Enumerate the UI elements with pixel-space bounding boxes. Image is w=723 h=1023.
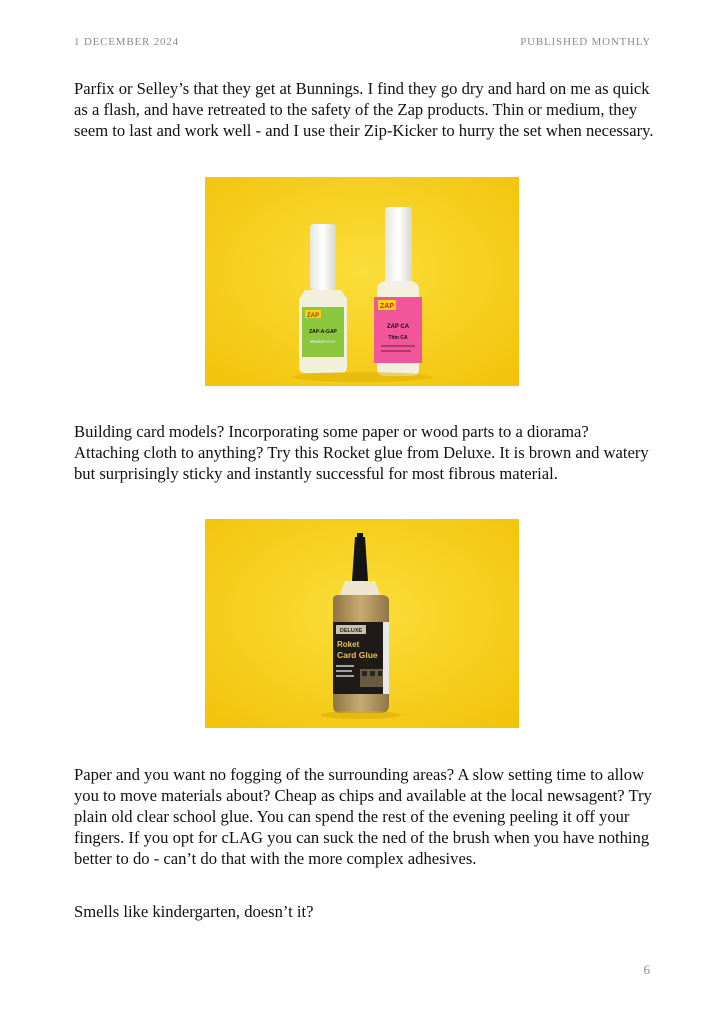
svg-text:ZAP-A-GAP: ZAP-A-GAP: [309, 329, 337, 335]
svg-text:Roket: Roket: [337, 640, 360, 649]
svg-text:Thin CA: Thin CA: [388, 335, 408, 341]
paragraph-school-glue: Paper and you want no fogging of the surrounding areas? A slow setting time to allow you to move materials about? Cheap as chips and available at the local newsagent? Try plain old clear school glue. You can spend the rest of the evening peeling it off your fingers. If you opt for cLAG you can suck the ned of the brush when you have nothing better to do - can’t do that with the more complex adhesives.: [74, 765, 652, 868]
paragraph-zap-intro: Parfix or Selley’s that they get at Bunnings. I find they go dry and hard on me as quick as a flash, and have retreated to the safety of the Zap products. Thin or medium, they seem to last and work well - and I use their Zip-Kicker to hurry the set when necessary.: [74, 79, 654, 140]
paragraph-roket-glue: Building card models? Incorporating some paper or wood parts to a diorama? Attaching cloth to anything? Try this Rocket glue from Deluxe. It is brown and watery but surprisingly sticky and instantly successful for most fibrous material.: [74, 422, 649, 483]
roket-glue-photo: [205, 519, 519, 728]
page-number: 6: [643, 962, 650, 977]
header-frequency: PUBLISHED MONTHLY: [520, 36, 651, 48]
svg-text:ZAP: ZAP: [380, 303, 394, 310]
paragraph-closing: Smells like kindergarten, doesn’t it?: [74, 902, 314, 921]
page-header: [74, 36, 651, 50]
svg-text:Card Glue: Card Glue: [337, 650, 378, 660]
zap-bottles-photo: [205, 177, 519, 386]
svg-text:ZAP CA: ZAP CA: [386, 324, 410, 330]
svg-text:DELUXE: DELUXE: [339, 628, 363, 634]
header-date: 1 DECEMBER 2024: [74, 36, 179, 48]
svg-text:Medium CA+: Medium CA+: [309, 339, 337, 344]
svg-text:ZAP: ZAP: [307, 313, 319, 319]
